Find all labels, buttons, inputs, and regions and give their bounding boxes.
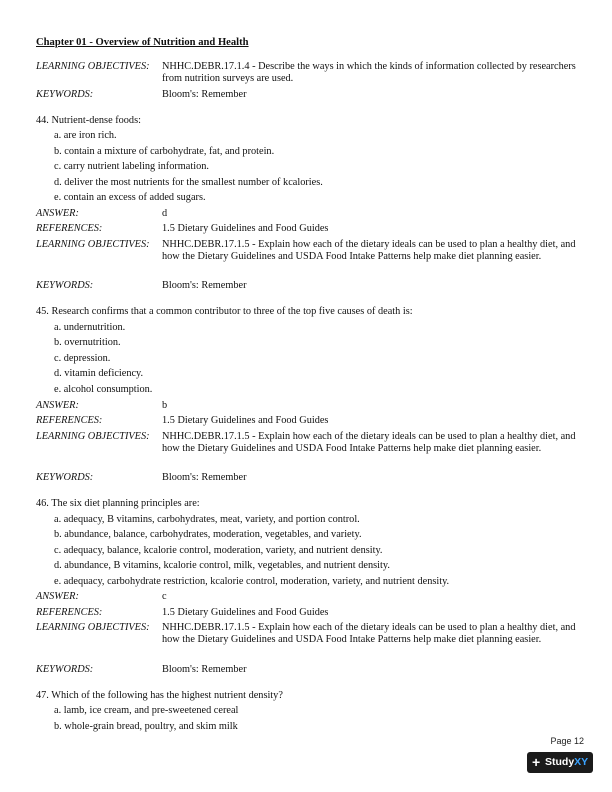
answer-value: d: [162, 208, 168, 219]
learning-objectives-label: LEARNING OBJECTIVES:: [36, 239, 150, 250]
references-value: 1.5 Dietary Guidelines and Food Guides: [162, 415, 329, 426]
references-row: [36, 223, 576, 235]
answer-option: d. abundance, B vitamins, kcalorie control, milk, vegetables, and nutrient density.: [54, 560, 390, 571]
answer-option: c. carry nutrient labeling information.: [54, 161, 209, 172]
answer-label: ANSWER:: [36, 591, 79, 602]
intro-keywords: [36, 89, 576, 101]
brand-suffix: XY: [574, 756, 589, 768]
keywords-value: Bloom's: Remember: [162, 280, 247, 291]
answer-option: a. adequacy, B vitamins, carbohydrates, meat, variety, and portion control.: [54, 514, 360, 525]
answer-option: c. depression.: [54, 353, 111, 364]
learning-objectives-value: NHHC.DEBR.17.1.5 - Explain how each of the dietary ideals can be used to plan a healthy diet, and how the Dietary Guidelines and USDA Food Intake Patterns help make diet planning easier.: [162, 431, 576, 454]
intro-learning-objectives: [36, 61, 576, 84]
answer-value: b: [162, 400, 168, 411]
question-stem: 47. Which of the following has the highest nutrient density?: [36, 690, 283, 701]
references-row: [36, 607, 576, 619]
answer-option: a. are iron rich.: [54, 130, 117, 141]
answer-option: d. deliver the most nutrients for the smallest number of kcalories.: [54, 177, 323, 188]
learning-objectives-value: NHHC.DEBR.17.1.5 - Explain how each of the dietary ideals can be used to plan a healthy diet, and how the Dietary Guidelines and USDA Food Intake Patterns help make diet planning easier.: [162, 239, 576, 262]
keywords-row: [36, 280, 576, 292]
references-value: 1.5 Dietary Guidelines and Food Guides: [162, 223, 329, 234]
references-label: REFERENCES:: [36, 415, 103, 426]
answer-option: b. contain a mixture of carbohydrate, fat, and protein.: [54, 146, 275, 157]
answer-option: e. alcohol consumption.: [54, 384, 153, 395]
references-label: REFERENCES:: [36, 223, 103, 234]
keywords-row: [36, 664, 576, 676]
keywords-label: KEYWORDS:: [36, 664, 94, 675]
chapter-title: Chapter 01 - Overview of Nutrition and Health: [36, 37, 249, 48]
question-stem: 45. Research confirms that a common contributor to three of the top five causes of death is:: [36, 306, 413, 317]
answer-option: a. lamb, ice cream, and pre-sweetened cereal: [54, 705, 239, 716]
answer-option: b. overnutrition.: [54, 337, 121, 348]
answer-option: e. adequacy, carbohydrate restriction, kcalorie control, moderation, variety, and nutrient density.: [54, 576, 450, 587]
learning-objectives-value: NHHC.DEBR.17.1.5 - Explain how each of the dietary ideals can be used to plan a healthy diet, and how the Dietary Guidelines and USDA Food Intake Patterns help make diet planning easier.: [162, 622, 576, 645]
keywords-label: KEYWORDS:: [36, 89, 94, 100]
references-row: [36, 415, 576, 427]
studyxy-badge[interactable]: [527, 752, 593, 773]
answer-option: d. vitamin deficiency.: [54, 368, 144, 379]
brand-name: Study: [545, 756, 575, 768]
learning-objectives-label: LEARNING OBJECTIVES:: [36, 431, 150, 442]
learning-objectives-row: [36, 239, 576, 262]
keywords-label: KEYWORDS:: [36, 280, 94, 291]
references-value: 1.5 Dietary Guidelines and Food Guides: [162, 607, 329, 618]
answer-option: b. whole-grain bread, poultry, and skim milk: [54, 721, 238, 732]
answer-option: c. adequacy, balance, kcalorie control, moderation, variety, and nutrient density.: [54, 545, 383, 556]
answer-option: a. undernutrition.: [54, 322, 126, 333]
learning-objectives-row: [36, 431, 576, 454]
answer-option: b. abundance, balance, carbohydrates, moderation, vegetables, and variety.: [54, 529, 362, 540]
references-label: REFERENCES:: [36, 607, 103, 618]
keywords-value: Bloom's: Remember: [162, 472, 247, 483]
learning-objectives-value: NHHC.DEBR.17.1.4 - Describe the ways in which the kinds of information collected by researchers from nutrition surveys are used.: [162, 61, 576, 84]
learning-objectives-row: [36, 622, 576, 645]
keywords-value: Bloom's: Remember: [162, 89, 247, 100]
question-stem: 44. Nutrient-dense foods:: [36, 115, 141, 126]
page-number: Page 12: [550, 736, 584, 746]
answer-value: c: [162, 591, 167, 602]
answer-option: e. contain an excess of added sugars.: [54, 192, 206, 203]
learning-objectives-label: LEARNING OBJECTIVES:: [36, 61, 150, 72]
keywords-label: KEYWORDS:: [36, 472, 94, 483]
answer-row: [36, 591, 576, 603]
answer-row: [36, 400, 576, 412]
plus-icon: +: [532, 754, 541, 770]
keywords-row: [36, 472, 576, 484]
keywords-value: Bloom's: Remember: [162, 664, 247, 675]
answer-label: ANSWER:: [36, 208, 79, 219]
answer-label: ANSWER:: [36, 400, 79, 411]
learning-objectives-label: LEARNING OBJECTIVES:: [36, 622, 150, 633]
answer-row: [36, 208, 576, 220]
question-stem: 46. The six diet planning principles are:: [36, 498, 200, 509]
